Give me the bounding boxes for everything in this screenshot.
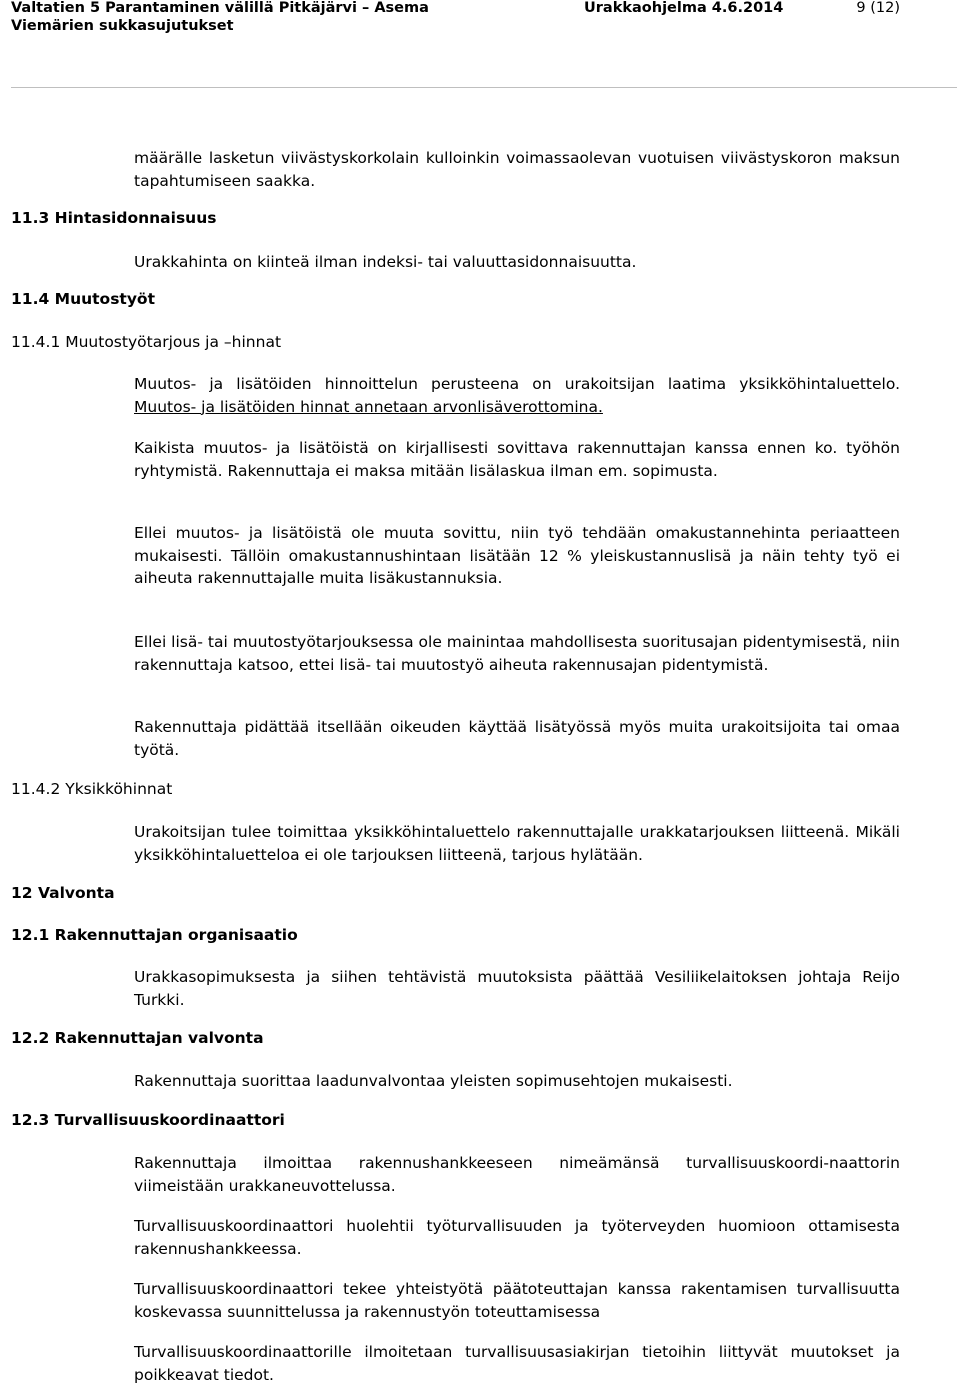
document-title: Valtatien 5 Parantaminen välillä Pitkäjärvi – Asema	[11, 0, 429, 16]
document-reference: Urakkaohjelma 4.6.2014	[584, 0, 784, 16]
paragraph-muutos-5: Rakennuttaja pidättää itsellään oikeuden käyttää lisätyössä myös muita urakoitsijoita tai omaa työtä.	[134, 718, 900, 759]
paragraph-muutos-1-underlined: Muutos- ja lisätöiden hinnat annetaan arvonlisäverottomina.	[134, 397, 603, 416]
paragraph-muutos-3: Ellei muutos- ja lisätöistä ole muuta sovittu, niin työ tehdään omakustannehinta periaatteen mukaisesti. Tällöin omakustannushintaan lisätään 12 % yleiskustannuslisä ja näin tehty työ ei aiheuta rakennuttajalle muita lisäkustannuksia.	[134, 524, 900, 587]
page-number: 9 (12)	[856, 0, 900, 16]
paragraph-valvonta: Rakennuttaja suorittaa laadunvalvontaa yleisten sopimusehtojen mukaisesti.	[134, 1072, 733, 1090]
document-subtitle: Viemärien sukkasujutukset	[11, 18, 234, 34]
paragraph-intro: määrälle lasketun viivästyskorkolain kulloinkin voimassaolevan vuotuisen viivästyskoron maksun tapahtumiseen saakka.	[134, 149, 900, 190]
paragraph-muutos-1-text: Muutos- ja lisätöiden hinnoittelun perusteena on urakoitsijan laatima yksikköhintaluettelo.	[134, 375, 900, 393]
header-divider	[11, 87, 957, 88]
paragraph-muutos-2: Kaikista muutos- ja lisätöistä on kirjallisesti sovittava rakennuttajan kanssa ennen ko. työhön ryhtymistä. Rakennuttaja ei maksa mitään lisälaskua ilman em. sopimusta.	[134, 439, 900, 480]
paragraph-turvallisuus-1: Rakennuttaja ilmoittaa rakennushankkeeseen nimeämänsä turvallisuuskoordi-naattorin viimeistään urakkaneuvottelussa.	[134, 1154, 900, 1195]
heading-11-4: 11.4 Muutostyöt	[11, 290, 155, 308]
paragraph-turvallisuus-2: Turvallisuuskoordinaattori huolehtii työturvallisuuden ja työterveyden huomioon ottamisesta rakennushankkeessa.	[134, 1217, 900, 1258]
heading-12-2: 12.2 Rakennuttajan valvonta	[11, 1029, 264, 1047]
paragraph-organisaatio: Urakkasopimuksesta ja siihen tehtävistä muutoksista päättää Vesiliikelaitoksen johtaja Reijo Turkki.	[134, 968, 900, 1009]
heading-11-4-2: 11.4.2 Yksikköhinnat	[11, 780, 173, 798]
heading-11-3: 11.3 Hintasidonnaisuus	[11, 209, 217, 227]
heading-12-1: 12.1 Rakennuttajan organisaatio	[11, 926, 298, 944]
paragraph-turvallisuus-4: Turvallisuuskoordinaattorille ilmoitetaan turvallisuusasiakirjan tietoihin liittyvät muutokset ja poikkeavat tiedot.	[134, 1343, 900, 1384]
paragraph-hintasidonnaisuus: Urakkahinta on kiinteä ilman indeksi- tai valuuttasidonnaisuutta.	[134, 253, 637, 271]
heading-11-4-1: 11.4.1 Muutostyötarjous ja –hinnat	[11, 333, 282, 351]
paragraph-muutos-4: Ellei lisä- tai muutostyötarjouksessa ole mainintaa mahdollisesta suoritusajan pidentymisestä, niin rakennuttaja katsoo, ettei lisä- tai muutostyö aiheuta rakennusajan pidentymistä.	[134, 633, 900, 674]
heading-12: 12 Valvonta	[11, 884, 115, 902]
paragraph-turvallisuus-3: Turvallisuuskoordinaattori tekee yhteistyötä päätoteuttajan kanssa rakentamisen turvallisuutta koskevassa suunnittelussa ja rakennustyön toteuttamisessa	[134, 1280, 900, 1321]
heading-12-3: 12.3 Turvallisuuskoordinaattori	[11, 1111, 285, 1129]
paragraph-yksikkohinnat: Urakoitsijan tulee toimittaa yksikköhintaluettelo rakennuttajalle urakkatarjouksen liitteenä. Mikäli yksikköhintaluetteloa ei ole tarjouksen liitteenä, tarjous hylätään.	[134, 823, 900, 864]
paragraph-muutos-1	[134, 373, 900, 418]
